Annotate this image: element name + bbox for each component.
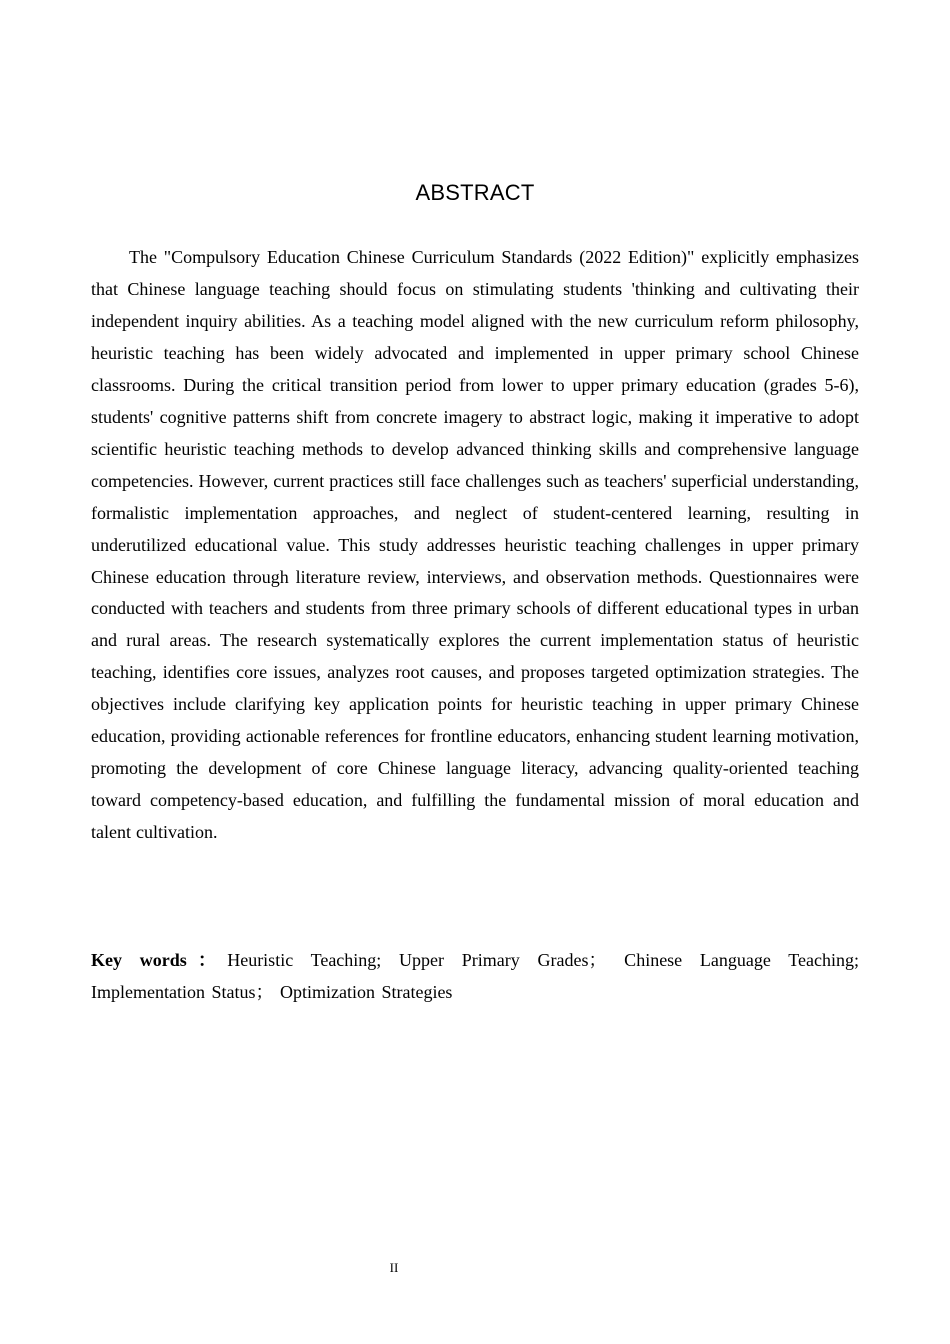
abstract-paragraph: The "Compulsory Education Chinese Curriculum Standards (2022 Edition)" explicitly emphasizes that Chinese language teaching should focus on stimulating students 'thinking and cultivating their independent inquiry abilities. As a teaching model aligned with the new curriculum reform philosophy, heuristic teaching has been widely advocated and implemented in upper primary school Chinese classrooms. During the critical transition period from lower to upper primary education (grades 5-6), students' cognitive patterns shift from concrete imagery to abstract logic, making it imperative to adopt scientific heuristic teaching methods to develop advanced thinking skills and comprehensive language competencies. However, current practices still face challenges such as teachers' superficial understanding, formalistic implementation approaches, and neglect of student-centered learning, resulting in underutilized educational value. This study addresses heuristic teaching challenges in upper primary Chinese education through literature review, interviews, and observation methods. Questionnaires were conducted with teachers and students from three primary schools of different educational types in urban and rural areas. The research systematically explores the current implementation status of heuristic teaching, identifies core issues, analyzes root causes, and proposes targeted optimization strategies. The objectives include clarifying key application points for heuristic teaching in upper primary Chinese education, providing actionable references for frontline educators, enhancing student learning motivation, promoting the development of core Chinese language literacy, advancing quality-oriented teaching toward competency-based education, and fulfilling the fundamental mission of moral education and talent cultivation. bbox=[91, 247, 859, 843]
keywords-text: Heuristic Teaching; Upper Primary Grades； Chinese Language Teaching; Implementation Status； Optimization Strategies bbox=[91, 950, 859, 1002]
keywords-label: Key words： bbox=[91, 950, 228, 970]
keywords-line bbox=[91, 944, 859, 1008]
abstract-title: ABSTRACT bbox=[415, 180, 535, 205]
page-number: II bbox=[389, 1260, 399, 1275]
